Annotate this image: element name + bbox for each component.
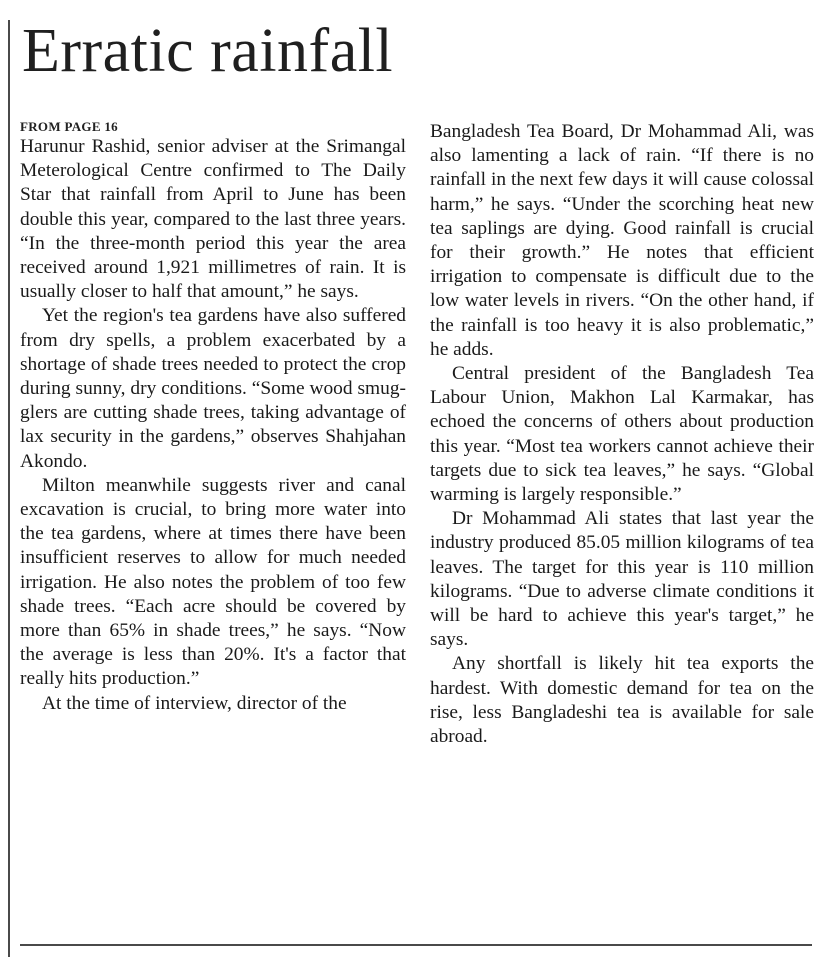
headline: Erratic rainfall [22,17,394,85]
paragraph-5: Bangladesh Tea Board, Dr Mohammad Ali, was also lamenting a lack of rain. “If there is no rainfall in the next few days it will cause colossal harm,” he says. “Under the scorching heat new tea saplings are dying. Good rainfall is crucial for their growth.” He notes that efficient irrigation to compensate is difficult due to the low water levels in rivers. “On the other hand, if the rainfall is too heavy it is also problematic,” he adds. [430,121,814,360]
bottom-rule [20,944,812,946]
continued-from-label: FROM PAGE 16 [20,119,118,134]
article-column-left [20,118,406,716]
paragraph-3: Milton meanwhile suggests river and canal excavation is crucial, to bring more water into the tea gardens, where at times there have been insufficient reserves to allow for much needed irrigation. He also notes the problem of too few shade trees. “Each acre should be covered by more than 65% in shade trees,” he says. “Now the average is less than 20%. It's a factor that really hits production.” [20,474,406,690]
paragraph-2: Yet the region's tea gardens have also suffered from dry spells, a problem exacerbated by a shortage of shade trees needed to protect the crop during sunny, dry conditions. “Some wood smugglers are cutting shade trees, taking advantage of lax security in the gardens,” observes Shahjahan Akondo. [20,305,406,472]
paragraph-1: Harunur Rashid, senior adviser at the Srimangal Meterological Centre confirmed to The Daily Star that rainfall from April to June has been double this year, compared to the last three years. “In the three-month period this year the area received around 1,921 millimetres of rain. It is usually closer to half that amount,” he says. [20,136,406,303]
article-column-right [430,120,814,749]
paragraph-6: Central president of the Bangladesh Tea Labour Union, Makhon Lal Karmakar, has echoed the concerns of others about production this year. “Most tea workers cannot achieve their targets due to sick tea leaves,” he says. “Global warming is largely responsible.” [430,363,814,506]
paragraph-8: Any shortfall is likely hit tea exports the hardest. With domestic demand for tea on the rise, less Bangladeshi tea is available for sale abroad. [430,653,814,748]
left-column-rule [8,20,10,957]
paragraph-7: Dr Mohammad Ali states that last year the industry produced 85.05 million kilograms of tea leaves. The target for this year is 110 million kilograms. “Due to adverse climate conditions it will be hard to achieve this year's target,” he says. [430,508,814,651]
paragraph-4: At the time of interview, director of the [42,692,347,714]
